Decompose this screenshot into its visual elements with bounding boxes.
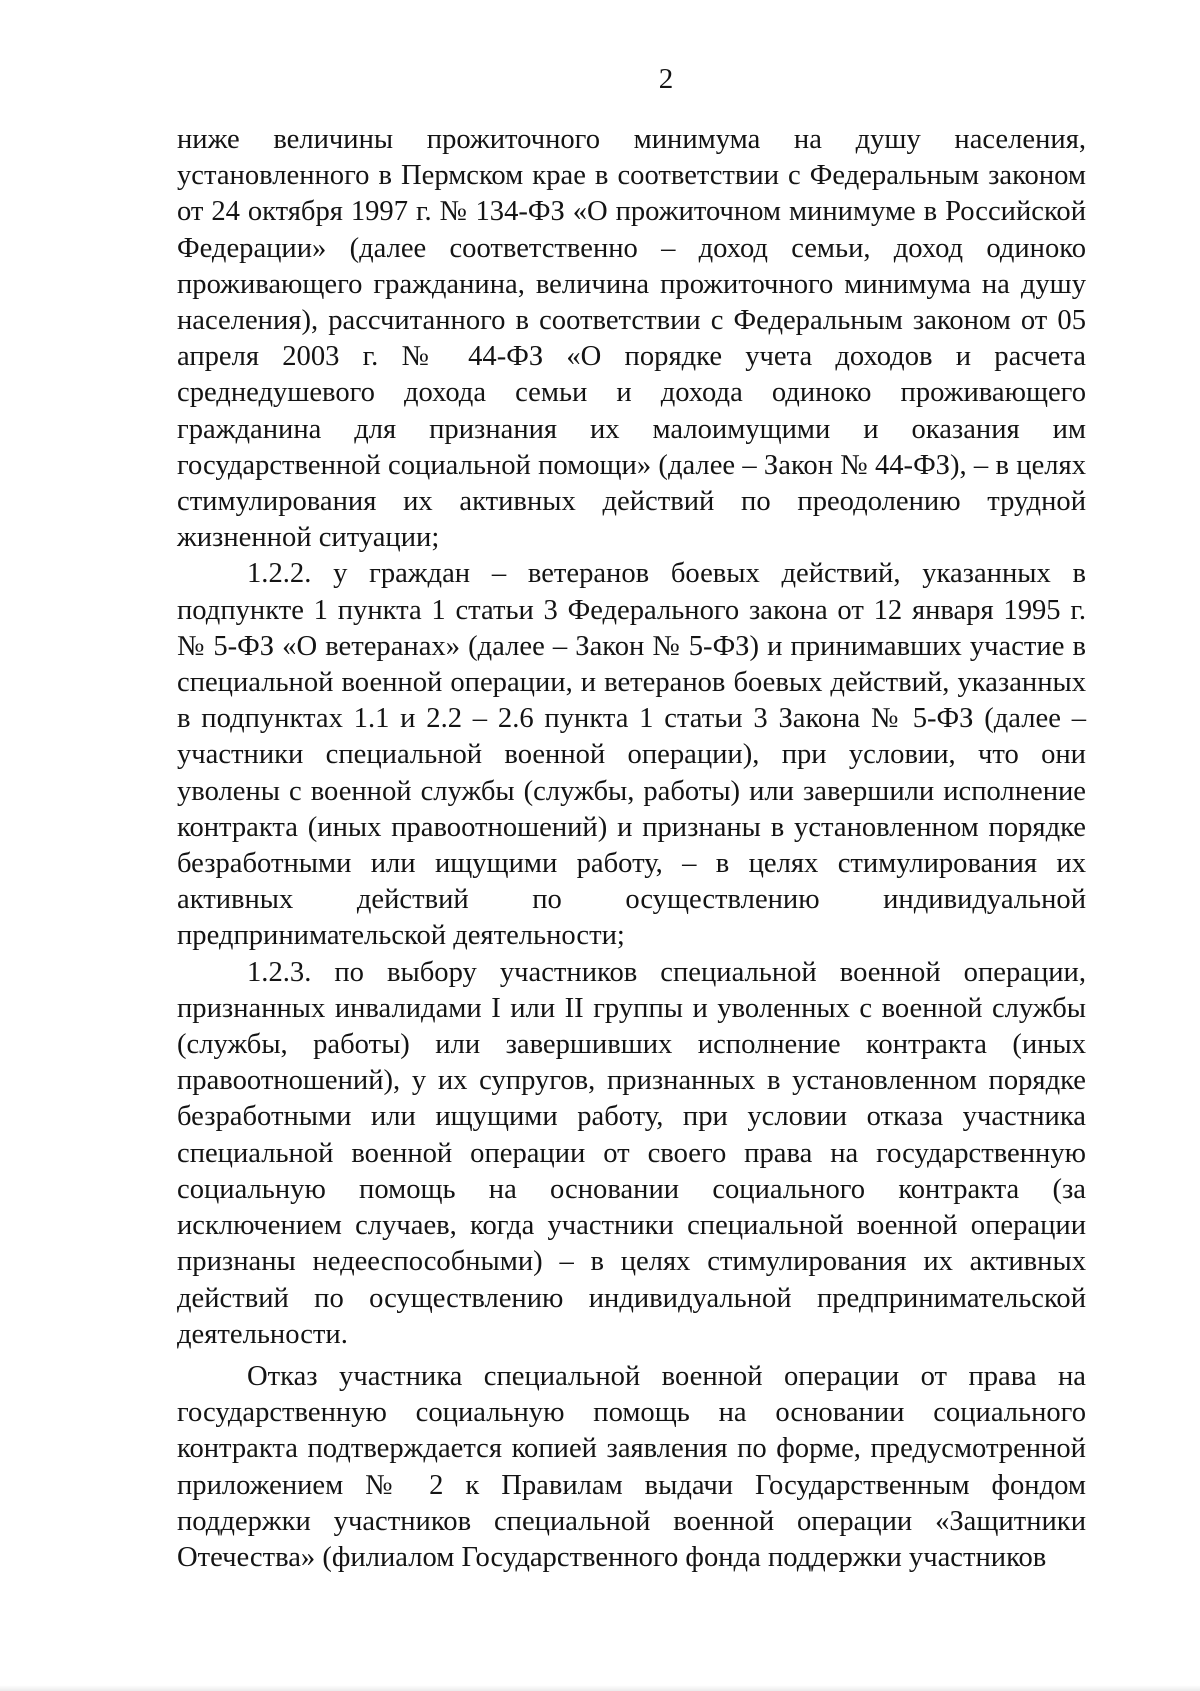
paragraph-item-1-2-2: 1.2.2. у граждан – ветеранов боевых действий, указанных в подпункте 1 пункта 1 статьи 3 Федерального закона от 12 января 1995 г. № 5-ФЗ «О ветеранах» (далее – Закон № 5-ФЗ) и принимавших участие в специальной военной операции, и ветеранов боевых действий, указанных в подпунктах 1.1 и 2.2 – 2.6 пункта 1 статьи 3 Закона № 5-ФЗ (далее – участники специальной военной операции), при условии, что они уволены с военной службы (службы, работы) или завершили исполнение контракта (иных правоотношений) и признаны в установленном порядке безработными или ищущими работу, – в целях стимулирования их активных действий по осуществлению индивидуальной предпринимательской деятельности;: [177, 558, 1086, 952]
paragraph-continuation: ниже величины прожиточного минимума на душу населения, установленного в Пермском крае в соответствии с Федеральным законом от 24 октября 1997 г. № 134-ФЗ «О прожиточном минимуме в Российской Федерации» (далее соответственно – доход семьи, доход одиноко проживающего гражданина, величина прожиточного минимума на душу населения), рассчитанного в соответствии с Федеральным законом от 05 апреля 2003 г. № 44-ФЗ «О порядке учета доходов и расчета среднедушевого дохода семьи и дохода одиноко проживающего гражданина для признания их малоимущими и оказания им государственной социальной помощи» (далее – Закон № 44-ФЗ), – в целях стимулирования их активных действий по преодолению трудной жизненной ситуации;: [177, 124, 1086, 554]
document-body: [177, 122, 1086, 1576]
paragraph-item-1-2-3: 1.2.3. по выбору участников специальной военной операции, признанных инвалидами I или II группы и уволенных с военной службы (службы, работы) или завершивших исполнение контракта (иных правоотношений), у их супругов, признанных в установленном порядке безработными или ищущими работу, при условии отказа участника специальной военной операции от своего права на государственную социальную помощь на основании социального контракта (за исключением случаев, когда участники специальной военной операции признаны недееспособными) – в целях стимулирования их активных действий по осуществлению индивидуальной предпринимательской деятельности.: [177, 956, 1086, 1350]
paragraph-refusal: Отказ участника специальной военной операции от права на государственную социальную помощь на основании социального контракта подтверждается копией заявления по форме, предусмотренной приложением № 2 к Правилам выдачи Государственным фондом поддержки участников специальной военной операции «Защитники Отечества» (филиалом Государственного фонда поддержки участников: [177, 1360, 1086, 1573]
page-number: 2: [658, 63, 674, 95]
scan-edge-shadow: [0, 1685, 1200, 1691]
